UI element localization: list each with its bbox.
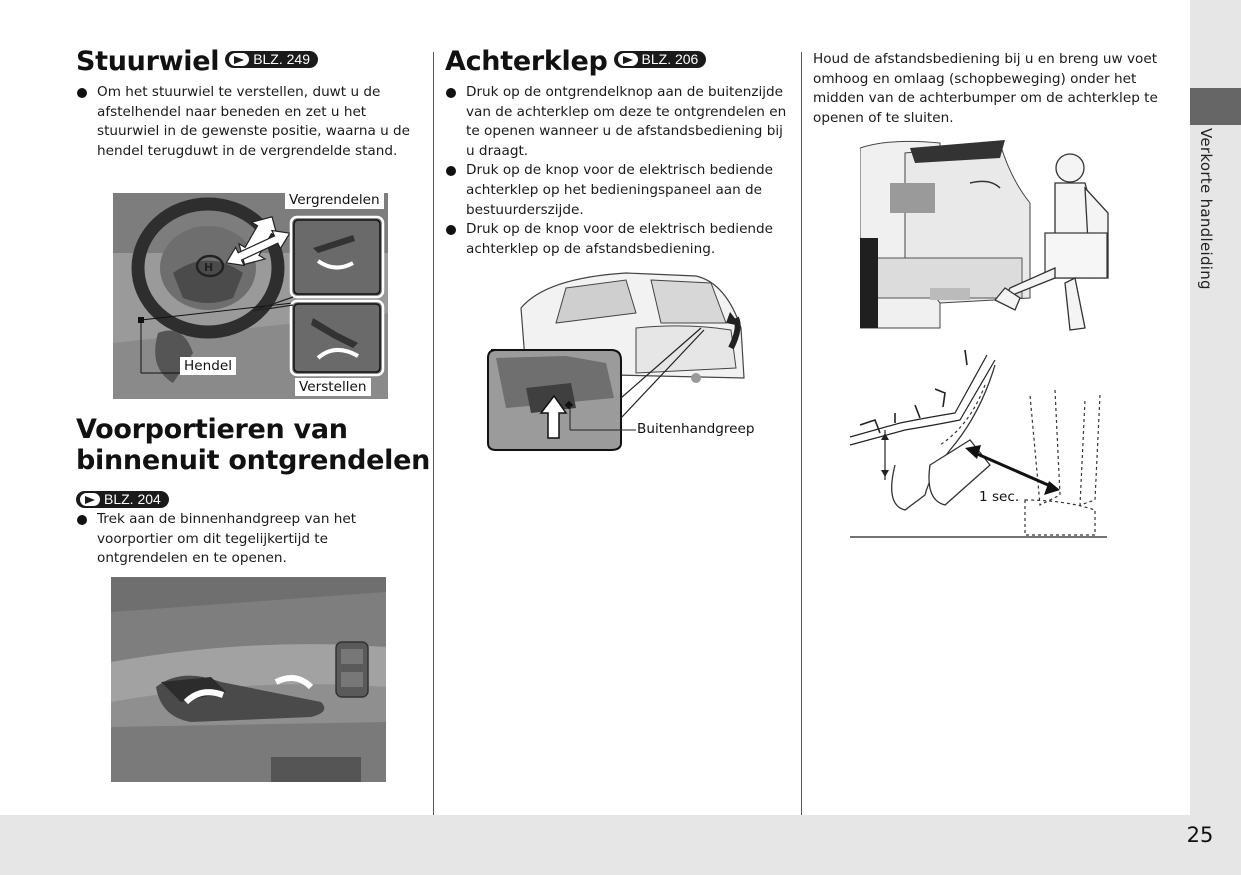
column-divider: [433, 52, 434, 815]
tailgate-handle-illustration: [486, 268, 786, 453]
steering-wheel-illustration: [113, 193, 388, 399]
column-divider: [801, 52, 802, 815]
chapter-tab-label: Verkorte handleiding: [1197, 128, 1215, 290]
door-handle-illustration: [111, 577, 386, 782]
arrow-icon: [618, 53, 638, 66]
arrow-icon: [80, 493, 100, 506]
chapter-tab-marker[interactable]: [1190, 88, 1241, 125]
page-number: 25: [1186, 823, 1214, 847]
list-item: Druk op de ontgrendelknop aan de buitenzijde van de achterklep om deze te ontgrendelen en te openen wanneer u de afstandsbediening bij u draagt.: [445, 83, 790, 161]
page-ref-wrapper: [70, 490, 169, 508]
section-title-tailgate: Achterklep BLZ. 206: [445, 46, 706, 77]
page-ref-link[interactable]: BLZ. 204: [76, 491, 169, 508]
section-title-doors: Voorportieren van binnenuit ontgrendelen: [76, 414, 431, 476]
figure-label: Buitenhandgreep: [637, 421, 755, 437]
page-ref-link[interactable]: BLZ. 249: [225, 51, 318, 68]
kick-tailgate-illustration: [860, 138, 1115, 338]
figure-label: Verstellen: [295, 378, 371, 396]
list-item: Trek aan de binnenhandgreep van het voorportier om dit tegelijkertijd te ontgrendelen en te openen.: [76, 510, 376, 569]
figure-label: 1 sec.: [979, 489, 1020, 505]
tailgate-bullets: [445, 83, 790, 259]
figure-label: Hendel: [180, 357, 236, 375]
arrow-icon: [229, 53, 249, 66]
list-item: Druk op de knop voor de elektrisch bediende achterklep op de afstandsbediening.: [445, 220, 790, 259]
list-item: Om het stuurwiel te verstellen, duwt u de afstelhendel naar beneden en zet u het stuurwiel in de gewenste positie, waarna u de hendel terugduwt in de vergrendelde stand.: [76, 83, 416, 161]
page-ref-link[interactable]: BLZ. 206: [614, 51, 707, 68]
footer-bar: [0, 815, 1241, 875]
section-title-steering: Stuurwiel BLZ. 249: [76, 46, 318, 77]
door-bullets: [76, 510, 376, 569]
list-item: Druk op de knop voor de elektrisch bediende achterklep op het bedieningspaneel aan de bestuurderszijde.: [445, 161, 790, 220]
svg-text:H: H: [204, 261, 214, 274]
figure-label: Vergrendelen: [285, 193, 384, 209]
steering-bullets: [76, 83, 416, 161]
kick-sensor-intro: Houd de afstandsbediening bij u en breng uw voet omhoog en omlaag (schopbeweging) onder het midden van de achterbumper om de achterklep te openen of te sluiten.: [813, 51, 1158, 126]
kick-motion-diagram: [845, 345, 1110, 545]
